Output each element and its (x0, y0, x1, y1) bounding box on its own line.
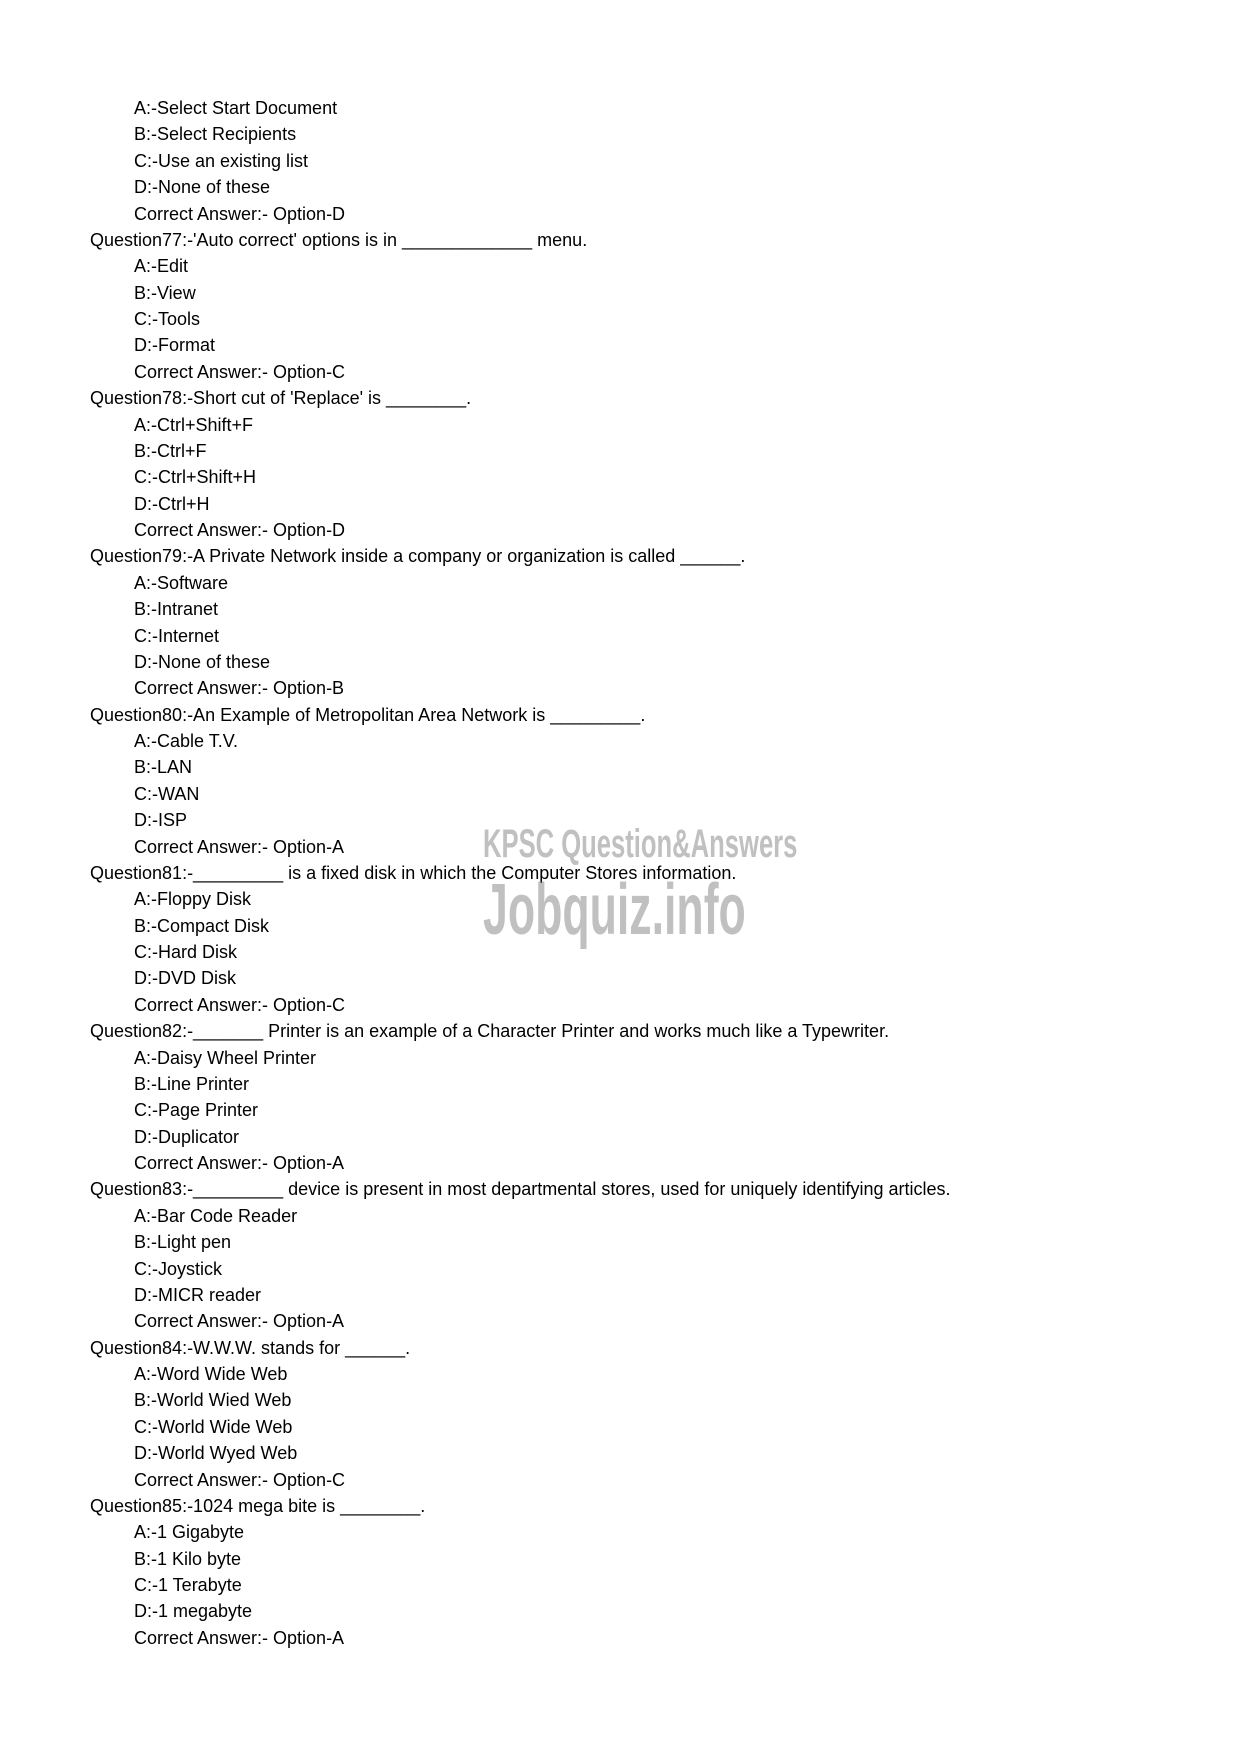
option-a: A:-Select Start Document (134, 98, 338, 118)
question-85: Question85:-1024 mega bite is ________. (90, 1495, 426, 1516)
option-d: D:-Ctrl+H (134, 493, 210, 514)
option-d: D:-None of these (134, 651, 271, 672)
option-a: A:-Software (134, 572, 229, 593)
watermark-site: Jobquiz.info (483, 870, 746, 950)
question-82: Question82:-_______ Printer is an example of a Character Printer and works much like a Typewriter. (90, 1021, 890, 1042)
correct-answer: Correct Answer:- Option-A (134, 1153, 345, 1173)
option-b: B:-Compact Disk (134, 915, 270, 936)
option-c: C:-World Wide Web (134, 1416, 293, 1437)
question-80: Question80:-An Example of Metropolitan Area Network is _________. (90, 704, 646, 725)
option-b: B:-Line Printer (134, 1073, 250, 1094)
option-b: B:-World Wied Web (134, 1390, 292, 1411)
option-c: C:-Tools (134, 309, 201, 329)
option-b: B:-Ctrl+F (134, 440, 207, 461)
option-a: A:-Daisy Wheel Printer (134, 1047, 317, 1068)
option-a: A:-Bar Code Reader (134, 1205, 298, 1226)
option-c: C:-WAN (134, 783, 200, 804)
option-a: A:-Ctrl+Shift+F (134, 414, 254, 435)
option-d: D:-None of these (134, 177, 271, 198)
option-a: A:-Cable T.V. (134, 731, 239, 751)
correct-answer: Correct Answer:- Option-A (134, 1311, 345, 1332)
correct-answer: Correct Answer:- Option-B (134, 678, 345, 699)
correct-answer: Correct Answer:- Option-D (134, 520, 346, 540)
question-79: Question79:-A Private Network inside a company or organization is called ______. (90, 546, 746, 567)
option-c: C:-1 Terabyte (134, 1575, 242, 1595)
correct-answer: Correct Answer:- Option-C (134, 994, 346, 1015)
option-d: D:-DVD Disk (134, 968, 236, 989)
question-78: Question78:-Short cut of 'Replace' is ________. (90, 388, 472, 409)
option-b: B:-1 Kilo byte (134, 1548, 242, 1569)
option-a: A:-Edit (134, 256, 189, 277)
option-c: C:-Use an existing list (134, 150, 309, 171)
option-d: D:-ISP (134, 810, 188, 831)
question-77: Question77:-'Auto correct' options is in _____________ menu. (90, 229, 588, 250)
option-a: A:-1 Gigabyte (134, 1522, 245, 1543)
option-c: C:-Internet (134, 625, 220, 646)
option-b: B:-View (134, 282, 196, 303)
option-b: B:-Select Recipients (134, 124, 297, 145)
question-84: Question84:-W.W.W. stands for ______. (90, 1337, 411, 1358)
correct-answer: Correct Answer:- Option-A (134, 1627, 345, 1648)
option-d: D:-Duplicator (134, 1126, 240, 1147)
option-d: D:-1 megabyte (134, 1601, 253, 1622)
option-c: C:-Hard Disk (134, 942, 238, 962)
option-d: D:-World Wyed Web (134, 1443, 298, 1464)
option-d: D:-Format (134, 335, 215, 356)
correct-answer: Correct Answer:- Option-A (134, 836, 345, 857)
option-b: B:-Light pen (134, 1232, 232, 1253)
watermark-title: KPSC Question&Answers (483, 822, 798, 866)
question-81: Question81:-_________ is a fixed disk in which the Computer Stores information. (90, 862, 737, 883)
question-83: Question83:-_________ device is present in most departmental stores, used for uniquely identifying articles. (90, 1179, 951, 1200)
option-d: D:-MICR reader (134, 1284, 262, 1305)
option-b: B:-LAN (134, 757, 193, 778)
option-a: A:-Floppy Disk (134, 889, 252, 910)
option-c: C:-Ctrl+Shift+H (134, 467, 257, 488)
option-b: B:-Intranet (134, 599, 219, 620)
correct-answer: Correct Answer:- Option-D (134, 203, 346, 224)
correct-answer: Correct Answer:- Option-C (134, 1469, 346, 1490)
option-c: C:-Page Printer (134, 1100, 259, 1121)
correct-answer: Correct Answer:- Option-C (134, 361, 346, 382)
option-c: C:-Joystick (134, 1258, 223, 1279)
option-a: A:-Word Wide Web (134, 1364, 288, 1384)
